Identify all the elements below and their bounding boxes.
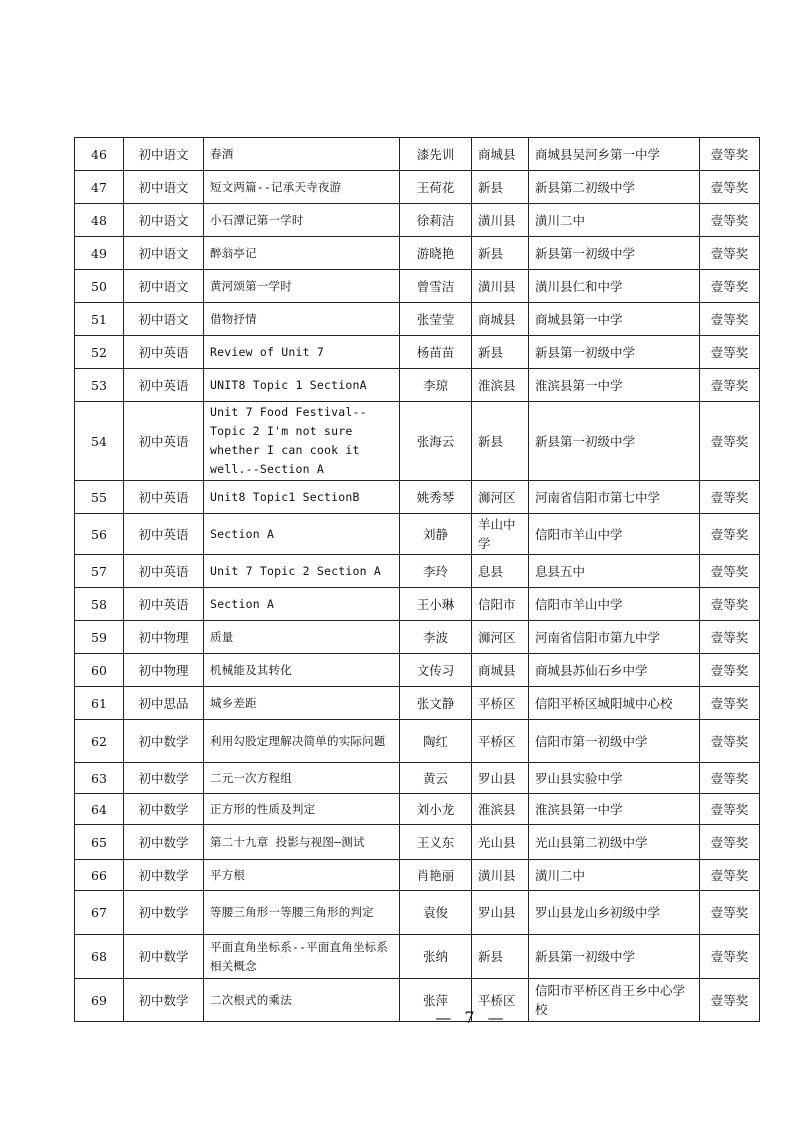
cell-award: 壹等奖: [700, 794, 760, 825]
cell-school: 信阳市羊山中学: [529, 514, 700, 555]
cell-district: 平桥区: [472, 979, 529, 1022]
cell-subject: 初中英语: [124, 588, 204, 621]
cell-number: 49: [75, 237, 124, 270]
cell-district: 潢川县: [472, 204, 529, 237]
cell-lesson-title: 平方根: [204, 860, 400, 891]
cell-lesson-title: 二元一次方程组: [204, 763, 400, 794]
table-row: [75, 763, 760, 794]
cell-lesson-title: 正方形的性质及判定: [204, 794, 400, 825]
cell-number: 50: [75, 270, 124, 303]
table-body: [75, 138, 760, 1022]
cell-award: 壹等奖: [700, 763, 760, 794]
table-row: [75, 138, 760, 171]
cell-subject: 初中英语: [124, 514, 204, 555]
cell-district: 羊山中学: [472, 514, 529, 555]
cell-award: 壹等奖: [700, 237, 760, 270]
table-row: [75, 237, 760, 270]
cell-subject: 初中英语: [124, 555, 204, 588]
cell-school: 商城县吴河乡第一中学: [529, 138, 700, 171]
cell-subject: 初中数学: [124, 794, 204, 825]
cell-award: 壹等奖: [700, 204, 760, 237]
cell-teacher: 游晓艳: [400, 237, 472, 270]
table-row: [75, 555, 760, 588]
table-row: [75, 825, 760, 860]
cell-number: 47: [75, 171, 124, 204]
table-row: [75, 369, 760, 402]
cell-teacher: 张莹莹: [400, 303, 472, 336]
cell-district: 商城县: [472, 138, 529, 171]
cell-school: 河南省信阳市第七中学: [529, 481, 700, 514]
cell-subject: 初中物理: [124, 621, 204, 654]
cell-district: 平桥区: [472, 687, 529, 720]
table-row: [75, 720, 760, 763]
cell-district: 潢川县: [472, 860, 529, 891]
cell-teacher: 徐莉洁: [400, 204, 472, 237]
cell-award: 壹等奖: [700, 654, 760, 687]
cell-lesson-title: Section A: [204, 514, 400, 555]
cell-award: 壹等奖: [700, 171, 760, 204]
cell-district: 新县: [472, 237, 529, 270]
cell-subject: 初中数学: [124, 763, 204, 794]
cell-subject: 初中数学: [124, 825, 204, 860]
cell-district: 新县: [472, 336, 529, 369]
cell-lesson-title: 小石潭记第一学时: [204, 204, 400, 237]
cell-award: 壹等奖: [700, 514, 760, 555]
cell-award: 壹等奖: [700, 336, 760, 369]
cell-teacher: 黄云: [400, 763, 472, 794]
cell-lesson-title: Unit 7 Food Festival--Topic 2 I'm not sure whether I can cook it well.--Section A: [204, 402, 400, 481]
cell-lesson-title: 质量: [204, 621, 400, 654]
cell-award: 壹等奖: [700, 935, 760, 979]
cell-number: 66: [75, 860, 124, 891]
cell-district: 新县: [472, 402, 529, 481]
cell-lesson-title: Unit8 Topic1 SectionB: [204, 481, 400, 514]
cell-lesson-title: 机械能及其转化: [204, 654, 400, 687]
cell-district: 平桥区: [472, 720, 529, 763]
cell-number: 58: [75, 588, 124, 621]
cell-district: 淮滨县: [472, 794, 529, 825]
cell-district: 商城县: [472, 303, 529, 336]
cell-district: 新县: [472, 171, 529, 204]
cell-district: 浉河区: [472, 481, 529, 514]
cell-school: 信阳平桥区城阳城中心校: [529, 687, 700, 720]
cell-number: 55: [75, 481, 124, 514]
page-number: — 7 —: [435, 1008, 508, 1027]
table-row: [75, 621, 760, 654]
table-row: [75, 654, 760, 687]
cell-subject: 初中数学: [124, 860, 204, 891]
cell-teacher: 王荷花: [400, 171, 472, 204]
cell-teacher: 李波: [400, 621, 472, 654]
cell-number: 48: [75, 204, 124, 237]
cell-school: 河南省信阳市第九中学: [529, 621, 700, 654]
cell-school: 新县第一初级中学: [529, 237, 700, 270]
cell-school: 信阳市平桥区肖王乡中心学校: [529, 979, 700, 1022]
cell-award: 壹等奖: [700, 687, 760, 720]
cell-subject: 初中英语: [124, 369, 204, 402]
cell-teacher: 刘静: [400, 514, 472, 555]
cell-lesson-title: UNIT8 Topic 1 SectionA: [204, 369, 400, 402]
table-row: [75, 860, 760, 891]
cell-award: 壹等奖: [700, 588, 760, 621]
cell-lesson-title: Section A: [204, 588, 400, 621]
cell-number: 56: [75, 514, 124, 555]
table-row: [75, 336, 760, 369]
cell-number: 54: [75, 402, 124, 481]
cell-district: 罗山县: [472, 763, 529, 794]
cell-lesson-title: 醉翁亭记: [204, 237, 400, 270]
cell-number: 68: [75, 935, 124, 979]
table-row: [75, 171, 760, 204]
cell-school: 息县五中: [529, 555, 700, 588]
cell-school: 商城县苏仙石乡中学: [529, 654, 700, 687]
cell-district: 信阳市: [472, 588, 529, 621]
table-row: [75, 481, 760, 514]
cell-lesson-title: 平面直角坐标系--平面直角坐标系相关概念: [204, 935, 400, 979]
cell-number: 57: [75, 555, 124, 588]
cell-school: 罗山县实验中学: [529, 763, 700, 794]
cell-number: 62: [75, 720, 124, 763]
cell-lesson-title: 等腰三角形一等腰三角形的判定: [204, 891, 400, 935]
cell-teacher: 文传习: [400, 654, 472, 687]
cell-school: 新县第一初级中学: [529, 336, 700, 369]
cell-school: 光山县第二初级中学: [529, 825, 700, 860]
cell-teacher: 李玲: [400, 555, 472, 588]
cell-subject: 初中数学: [124, 891, 204, 935]
cell-lesson-title: 利用勾股定理解决简单的实际问题: [204, 720, 400, 763]
cell-lesson-title: 第二十九章 投影与视图—测试: [204, 825, 400, 860]
table-row: [75, 891, 760, 935]
cell-lesson-title: 城乡差距: [204, 687, 400, 720]
cell-district: 新县: [472, 935, 529, 979]
cell-subject: 初中思品: [124, 687, 204, 720]
cell-award: 壹等奖: [700, 860, 760, 891]
award-table: [74, 137, 760, 1022]
cell-teacher: 王义东: [400, 825, 472, 860]
cell-lesson-title: 短文两篇--记承天寺夜游: [204, 171, 400, 204]
cell-number: 61: [75, 687, 124, 720]
cell-school: 潢川二中: [529, 204, 700, 237]
cell-teacher: 漆先训: [400, 138, 472, 171]
cell-award: 壹等奖: [700, 825, 760, 860]
cell-number: 51: [75, 303, 124, 336]
cell-award: 壹等奖: [700, 270, 760, 303]
cell-district: 息县: [472, 555, 529, 588]
cell-district: 浉河区: [472, 621, 529, 654]
cell-school: 淮滨县第一中学: [529, 794, 700, 825]
cell-school: 罗山县龙山乡初级中学: [529, 891, 700, 935]
cell-lesson-title: Review of Unit 7: [204, 336, 400, 369]
cell-number: 64: [75, 794, 124, 825]
cell-number: 67: [75, 891, 124, 935]
cell-subject: 初中语文: [124, 204, 204, 237]
table-row: [75, 794, 760, 825]
cell-lesson-title: Unit 7 Topic 2 Section A: [204, 555, 400, 588]
table-row: [75, 303, 760, 336]
cell-teacher: 张文静: [400, 687, 472, 720]
table-row: [75, 588, 760, 621]
cell-number: 52: [75, 336, 124, 369]
cell-school: 信阳市羊山中学: [529, 588, 700, 621]
cell-teacher: 陶红: [400, 720, 472, 763]
cell-school: 新县第一初级中学: [529, 402, 700, 481]
cell-district: 淮滨县: [472, 369, 529, 402]
cell-number: 65: [75, 825, 124, 860]
cell-subject: 初中语文: [124, 171, 204, 204]
cell-school: 信阳市第一初级中学: [529, 720, 700, 763]
cell-teacher: 王小琳: [400, 588, 472, 621]
cell-number: 63: [75, 763, 124, 794]
cell-district: 光山县: [472, 825, 529, 860]
table-row: [75, 204, 760, 237]
cell-teacher: 姚秀琴: [400, 481, 472, 514]
cell-lesson-title: 二次根式的乘法: [204, 979, 400, 1022]
cell-lesson-title: 春酒: [204, 138, 400, 171]
cell-teacher: 肖艳丽: [400, 860, 472, 891]
cell-lesson-title: 黄河颂第一学时: [204, 270, 400, 303]
cell-number: 53: [75, 369, 124, 402]
cell-award: 壹等奖: [700, 979, 760, 1022]
cell-teacher: 袁俊: [400, 891, 472, 935]
cell-award: 壹等奖: [700, 621, 760, 654]
cell-subject: 初中语文: [124, 270, 204, 303]
cell-award: 壹等奖: [700, 402, 760, 481]
cell-teacher: 杨苗苗: [400, 336, 472, 369]
cell-teacher: 张海云: [400, 402, 472, 481]
cell-teacher: 张纳: [400, 935, 472, 979]
cell-subject: 初中语文: [124, 303, 204, 336]
cell-award: 壹等奖: [700, 891, 760, 935]
cell-award: 壹等奖: [700, 303, 760, 336]
cell-number: 59: [75, 621, 124, 654]
cell-school: 淮滨县第一中学: [529, 369, 700, 402]
cell-school: 商城县第一中学: [529, 303, 700, 336]
cell-subject: 初中物理: [124, 654, 204, 687]
cell-award: 壹等奖: [700, 555, 760, 588]
table-row: [75, 270, 760, 303]
cell-number: 69: [75, 979, 124, 1022]
cell-subject: 初中英语: [124, 481, 204, 514]
cell-school: 潢川县仁和中学: [529, 270, 700, 303]
cell-school: 新县第一初级中学: [529, 935, 700, 979]
cell-award: 壹等奖: [700, 369, 760, 402]
cell-subject: 初中数学: [124, 720, 204, 763]
cell-award: 壹等奖: [700, 481, 760, 514]
cell-teacher: 张萍: [400, 979, 472, 1022]
cell-award: 壹等奖: [700, 138, 760, 171]
cell-number: 60: [75, 654, 124, 687]
table-row: [75, 402, 760, 481]
table-row: [75, 935, 760, 979]
cell-district: 商城县: [472, 654, 529, 687]
cell-subject: 初中语文: [124, 237, 204, 270]
cell-subject: 初中数学: [124, 935, 204, 979]
cell-subject: 初中英语: [124, 336, 204, 369]
cell-subject: 初中数学: [124, 979, 204, 1022]
cell-number: 46: [75, 138, 124, 171]
cell-school: 新县第二初级中学: [529, 171, 700, 204]
cell-lesson-title: 借物抒情: [204, 303, 400, 336]
cell-district: 罗山县: [472, 891, 529, 935]
cell-subject: 初中英语: [124, 402, 204, 481]
cell-teacher: 李琼: [400, 369, 472, 402]
cell-district: 潢川县: [472, 270, 529, 303]
cell-teacher: 刘小龙: [400, 794, 472, 825]
cell-subject: 初中语文: [124, 138, 204, 171]
table-row: [75, 514, 760, 555]
cell-award: 壹等奖: [700, 720, 760, 763]
cell-teacher: 曾雪洁: [400, 270, 472, 303]
table-row: [75, 687, 760, 720]
cell-school: 潢川二中: [529, 860, 700, 891]
